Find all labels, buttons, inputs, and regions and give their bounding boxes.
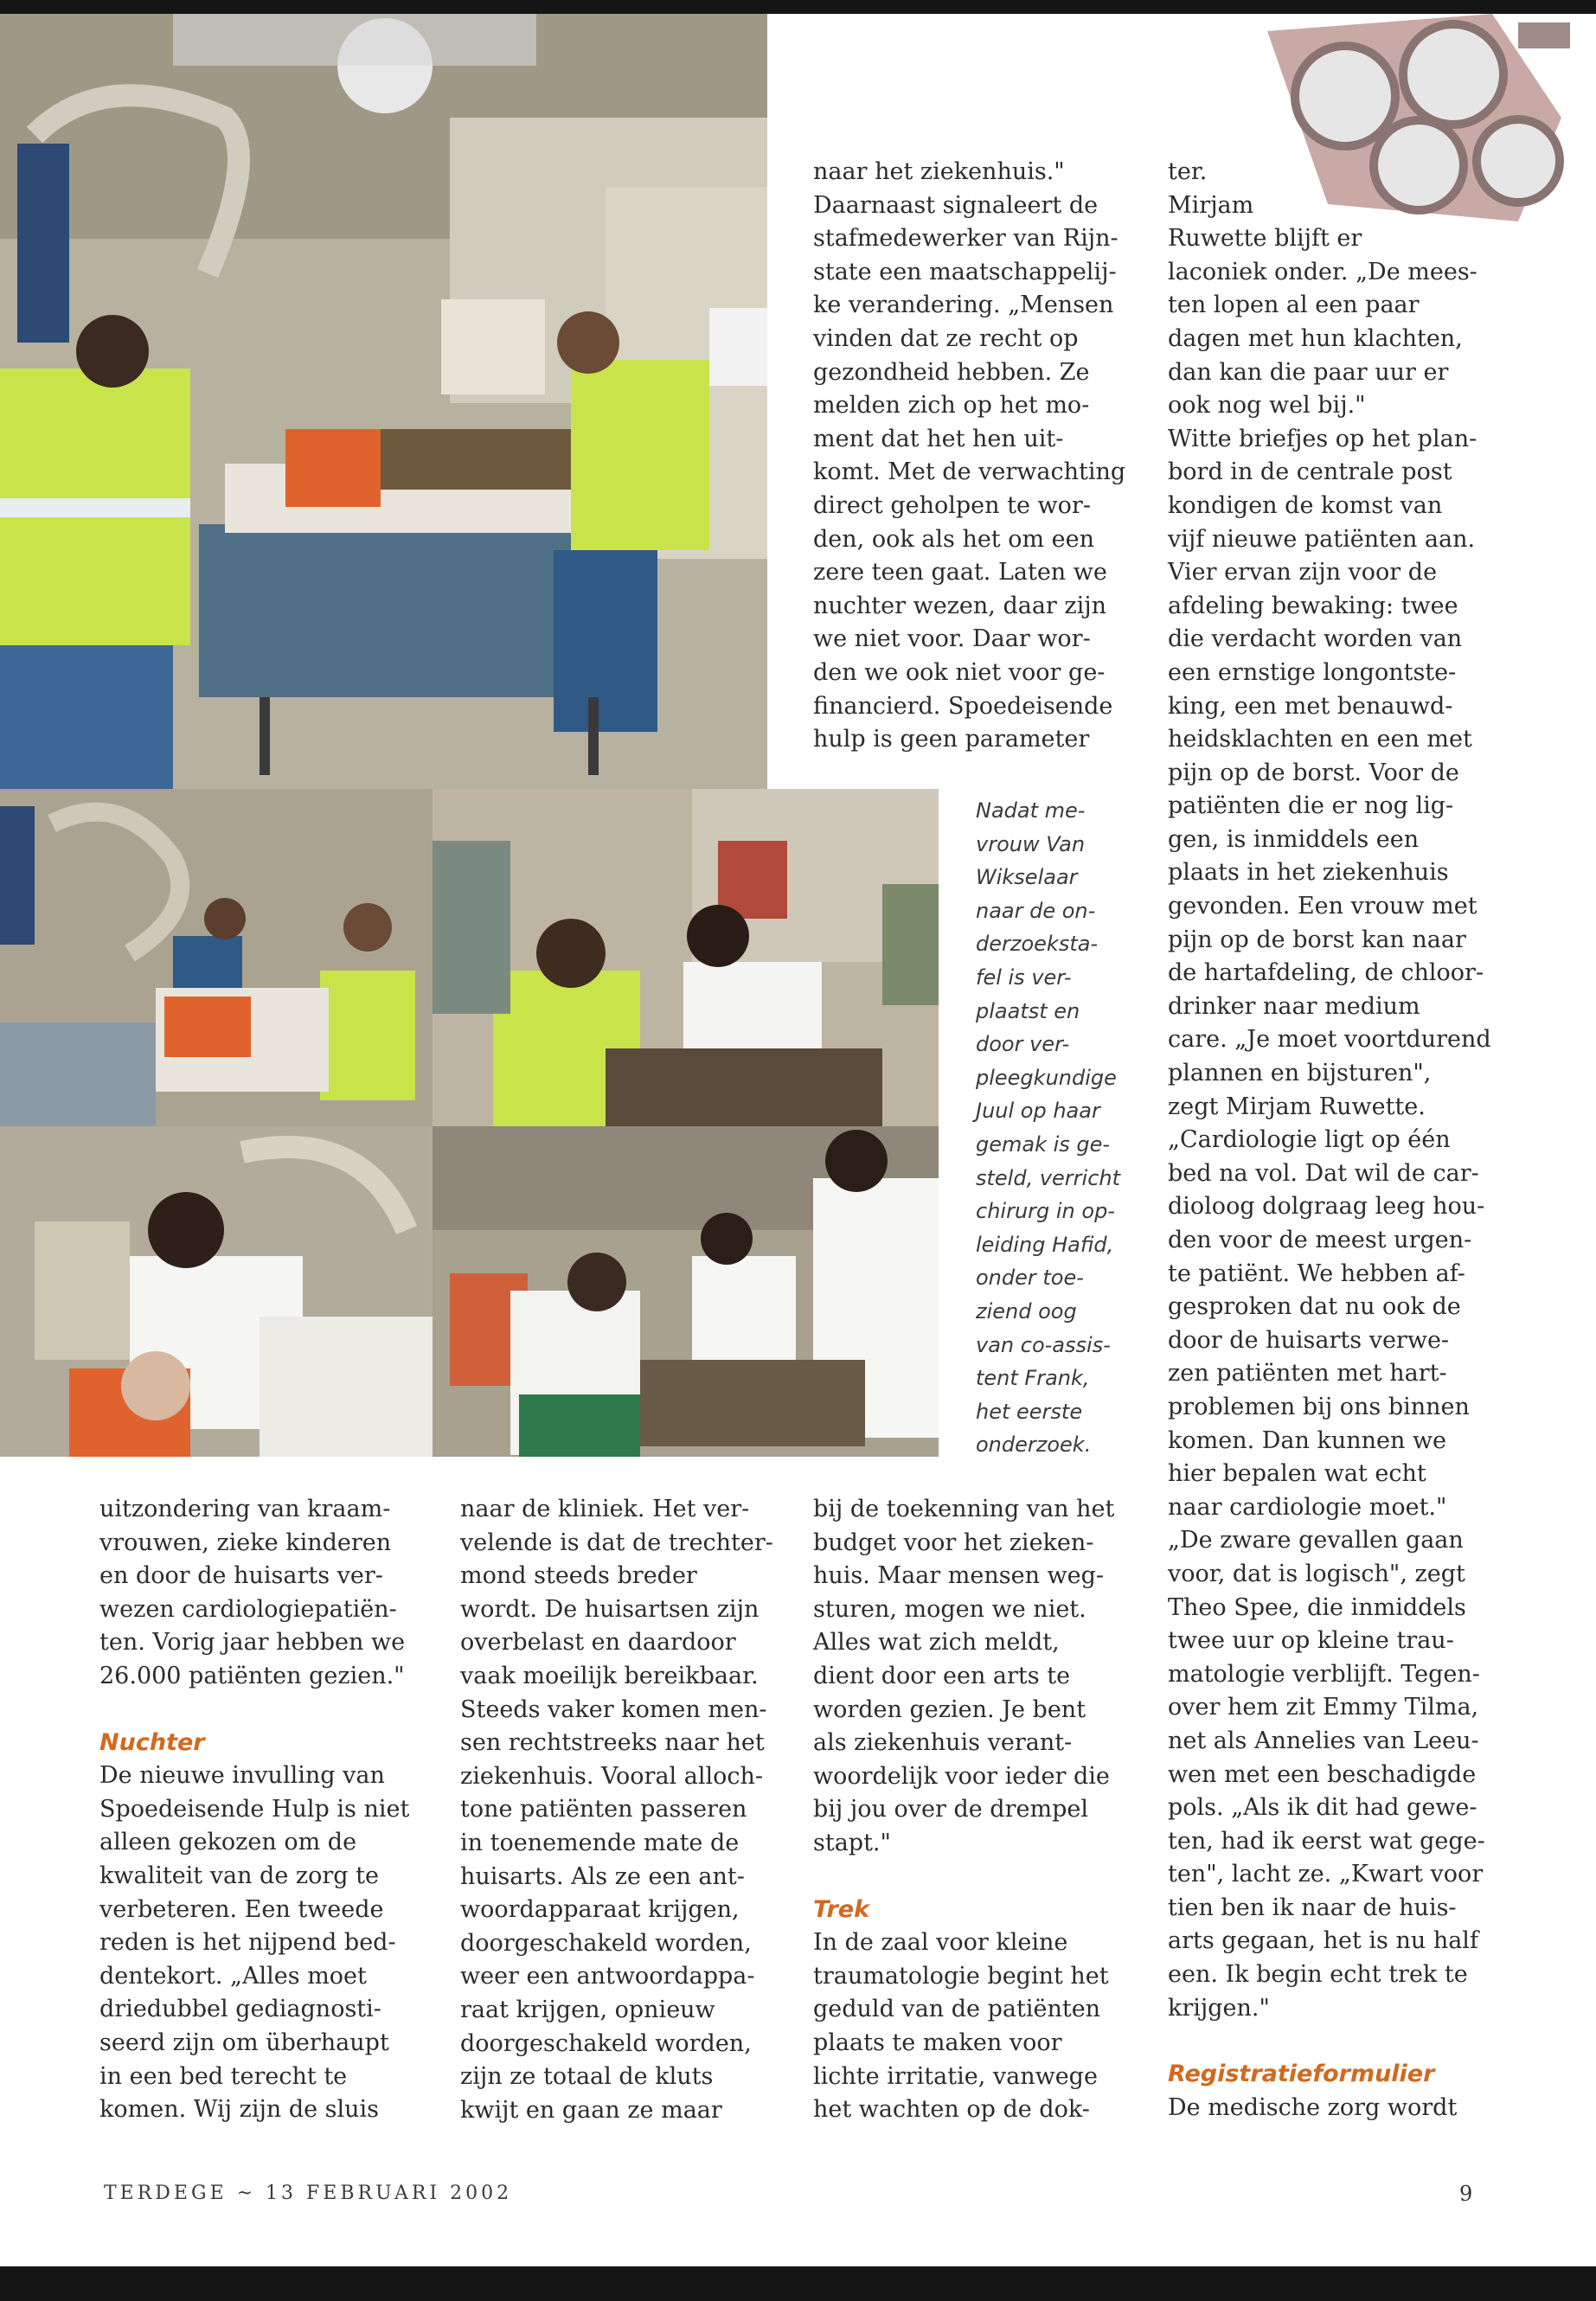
text-line: plaats te maken voor bbox=[813, 2029, 1062, 2056]
text-line: vaak moeilijk bereikbaar. bbox=[460, 1662, 759, 1689]
text-line: een ernstige longontste- bbox=[1168, 658, 1457, 686]
text-line: wezen cardiologiepatiën- bbox=[99, 1595, 397, 1623]
article-column-3-bottom bbox=[813, 1493, 1142, 2127]
text-line: „De zware gevallen gaan bbox=[1168, 1527, 1464, 1554]
text-line: bij jou over de drempel bbox=[813, 1796, 1088, 1823]
text-line: velende is dat de trechter- bbox=[460, 1529, 773, 1556]
text-line: de hartafdeling, de chloor- bbox=[1168, 959, 1484, 987]
text-line: Witte briefjes op het plan- bbox=[1168, 425, 1477, 452]
text-line: te patiënt. We hebben af- bbox=[1168, 1259, 1465, 1287]
text-line: kondigen de komst van bbox=[1168, 491, 1443, 519]
caption-line: tent Frank, bbox=[976, 1366, 1090, 1391]
text-line: Mirjam bbox=[1168, 191, 1254, 219]
text-line: De medische zorg wordt bbox=[1168, 2093, 1458, 2121]
text-line: kwijt en gaan ze maar bbox=[460, 2096, 722, 2124]
subheading-registratieformulier: Registratieformulier bbox=[1168, 2061, 1435, 2088]
caption-line: Nadat me- bbox=[976, 798, 1086, 823]
text-line: zegt Mirjam Ruwette. bbox=[1168, 1093, 1426, 1120]
text-line: overbelast en daardoor bbox=[460, 1629, 736, 1657]
text-line: plannen en bijsturen", bbox=[1168, 1060, 1432, 1087]
text-line: Ruwette blijft er bbox=[1168, 225, 1362, 253]
text-line: Alles wat zich meldt, bbox=[813, 1629, 1060, 1657]
text-line: De nieuwe invulling van bbox=[99, 1762, 385, 1790]
bottom-border-rule bbox=[0, 2266, 1596, 2301]
text-line: net als Annelies van Leeu- bbox=[1168, 1727, 1479, 1754]
text-line: In de zaal voor kleine bbox=[813, 1929, 1068, 1957]
photo-nurse-with-patient-image bbox=[0, 1126, 433, 1457]
text-line: wen met een beschadigde bbox=[1168, 1760, 1477, 1788]
text-line: ten", lacht ze. „Kwart voor bbox=[1168, 1861, 1484, 1888]
caption-line: derzoeksta- bbox=[976, 932, 1099, 957]
photo-nurse-with-patient bbox=[0, 1126, 433, 1457]
text-line: woordapparaat krijgen, bbox=[460, 1896, 740, 1924]
column-4-body-lines bbox=[1168, 256, 1514, 2025]
text-line: problemen bij ons binnen bbox=[1168, 1393, 1470, 1420]
text-line: naar het ziekenhuis." bbox=[813, 158, 1065, 185]
text-line: budget voor het zieken- bbox=[813, 1529, 1094, 1556]
text-line: state een maatschappelij- bbox=[813, 258, 1117, 285]
text-line: hulp is geen parameter bbox=[813, 726, 1090, 753]
text-line: kwaliteit van de zorg te bbox=[99, 1862, 379, 1889]
text-line: ziekenhuis. Vooral alloch- bbox=[460, 1762, 764, 1790]
article-column-1 bbox=[99, 1493, 437, 2127]
text-line: huis. Maar mensen weg- bbox=[813, 1562, 1105, 1590]
column-3-top-lines bbox=[813, 156, 1142, 757]
text-line: komen. Dan kunnen we bbox=[1168, 1426, 1447, 1454]
column-2-lines bbox=[460, 1493, 798, 2127]
article-column-3-top bbox=[813, 156, 1142, 757]
caption-line: onderzoek. bbox=[976, 1433, 1092, 1458]
photo-surgeon-examination bbox=[433, 1126, 939, 1457]
text-line: laconiek onder. „De mees- bbox=[1168, 258, 1477, 285]
text-line: drinker naar medium bbox=[1168, 992, 1420, 1020]
text-line: gesproken dat nu ook de bbox=[1168, 1293, 1461, 1321]
text-line: we niet voor. Daar wor- bbox=[813, 625, 1091, 653]
text-line: seerd zijn om überhaupt bbox=[99, 2029, 389, 2056]
text-line: raat krijgen, opnieuw bbox=[460, 1996, 715, 2023]
caption-line: onder toe- bbox=[976, 1266, 1084, 1291]
text-line: uitzondering van kraam- bbox=[99, 1496, 391, 1522]
text-line: „Cardiologie ligt op één bbox=[1168, 1126, 1451, 1154]
text-line: reden is het nijpend bed- bbox=[99, 1929, 396, 1957]
text-line: sturen, mogen we niet. bbox=[813, 1595, 1086, 1623]
caption-line: pleegkundige bbox=[976, 1065, 1117, 1090]
text-line: sen rechtstreeks naar het bbox=[460, 1729, 765, 1757]
text-line: dioloog dolgraag leeg hou- bbox=[1168, 1193, 1485, 1221]
text-line: in een bed terecht te bbox=[99, 2062, 348, 2090]
text-line: twee uur op kleine trau- bbox=[1168, 1627, 1454, 1655]
text-line: komt. Met de verwachting bbox=[813, 458, 1126, 486]
column-4-tail-lines bbox=[1168, 2092, 1514, 2125]
text-line: stafmedewerker van Rijn- bbox=[813, 225, 1118, 253]
text-line: den we ook niet voor ge- bbox=[813, 658, 1106, 686]
text-line: ke verandering. „Mensen bbox=[813, 292, 1114, 319]
text-line: melden zich op het mo- bbox=[813, 392, 1090, 420]
caption-line: door ver- bbox=[976, 1032, 1070, 1057]
text-line: als ziekenhuis verant- bbox=[813, 1729, 1073, 1757]
text-line: gevonden. Een vrouw met bbox=[1168, 893, 1477, 920]
photo-surgeon-examination-image bbox=[433, 1126, 939, 1457]
text-line: heidsklachten en een met bbox=[1168, 726, 1472, 753]
text-line: ten, had ik eerst wat gege- bbox=[1168, 1827, 1485, 1855]
text-line: care. „Je moet voortdurend bbox=[1168, 1026, 1491, 1054]
text-line: dagen met hun klachten, bbox=[1168, 324, 1463, 352]
text-line: zere teen gaat. Laten we bbox=[813, 559, 1107, 586]
photo-paramedics-stretcher-image bbox=[0, 14, 767, 789]
text-line: ter. bbox=[1168, 158, 1208, 185]
text-line: over hem zit Emmy Tilma, bbox=[1168, 1694, 1479, 1721]
article-column-4 bbox=[1168, 156, 1514, 2125]
caption-line: steld, verricht bbox=[976, 1165, 1121, 1190]
column-1-lines bbox=[99, 1493, 437, 1694]
photo-patient-transfer bbox=[0, 789, 433, 1126]
photo-caption bbox=[976, 794, 1149, 1462]
text-line: Daarnaast signaleert de bbox=[813, 191, 1099, 219]
text-line: en door de huisarts ver- bbox=[99, 1562, 383, 1590]
text-line: traumatologie begint het bbox=[813, 1962, 1109, 1990]
text-line: vijf nieuwe patiënten aan. bbox=[1168, 525, 1476, 553]
text-line: tone patiënten passeren bbox=[460, 1796, 747, 1823]
text-line: bed na vol. Dat wil de car- bbox=[1168, 1159, 1479, 1187]
text-line: lichte irritatie, vanwege bbox=[813, 2062, 1098, 2090]
column-1-lines-continued bbox=[99, 1759, 437, 2127]
page-number: 9 bbox=[1459, 2182, 1473, 2206]
article-column-2 bbox=[460, 1493, 798, 2127]
text-line: geduld van de patiënten bbox=[813, 1996, 1101, 2023]
text-line: driedubbel gediagnosti- bbox=[99, 1996, 381, 2023]
column-3-bottom-lines bbox=[813, 1493, 1142, 1861]
photo-paramedics-stretcher bbox=[0, 14, 767, 789]
text-line: dan kan die paar uur er bbox=[1168, 358, 1449, 386]
text-line: Steeds vaker komen men- bbox=[460, 1695, 767, 1723]
caption-line: leiding Hafid, bbox=[976, 1232, 1114, 1257]
caption-line: chirurg in op- bbox=[976, 1199, 1115, 1224]
caption-line: Juul op haar bbox=[976, 1099, 1100, 1124]
text-line: mond steeds breder bbox=[460, 1562, 697, 1590]
text-line: vrouwen, zieke kinderen bbox=[99, 1529, 392, 1556]
text-line: pijn op de borst kan naar bbox=[1168, 926, 1466, 953]
text-line: direct geholpen te wor- bbox=[813, 491, 1091, 519]
text-line: alleen gekozen om de bbox=[99, 1829, 357, 1856]
caption-line: vrouw Van bbox=[976, 831, 1086, 856]
text-line: woordelijk voor ieder die bbox=[813, 1762, 1110, 1790]
text-line: ment dat het hen uit- bbox=[813, 425, 1064, 452]
text-line: gen, is inmiddels een bbox=[1168, 825, 1420, 853]
caption-line: Wikselaar bbox=[976, 865, 1078, 890]
text-line: afdeling bewaking: twee bbox=[1168, 592, 1458, 619]
text-line: Theo Spee, die inmiddels bbox=[1168, 1593, 1466, 1621]
text-line: een. Ik begin echt trek te bbox=[1168, 1961, 1468, 1989]
text-line: voor, dat is logisch", zegt bbox=[1168, 1560, 1465, 1587]
text-line: vinden dat ze recht op bbox=[813, 324, 1079, 352]
photo-nurse-and-paramedic bbox=[433, 789, 939, 1126]
text-line: worden gezien. Je bent bbox=[813, 1695, 1086, 1723]
text-line: den, ook als het om een bbox=[813, 525, 1095, 553]
text-line: gezondheid hebben. Ze bbox=[813, 358, 1090, 386]
text-line: wordt. De huisartsen zijn bbox=[460, 1595, 760, 1623]
text-line: tien ben ik naar de huis- bbox=[1168, 1894, 1457, 1921]
text-line: zijn ze totaal de kluts bbox=[460, 2063, 714, 2091]
caption-line: plaatst en bbox=[976, 998, 1080, 1023]
text-line: stapt." bbox=[813, 1829, 891, 1856]
text-line: den voor de meest urgen- bbox=[1168, 1227, 1472, 1253]
text-line: het wachten op de dok- bbox=[813, 2096, 1090, 2124]
footer-publication: TERDEGE ~ 13 FEBRUARI 2002 bbox=[104, 2182, 513, 2204]
text-line: hier bepalen wat echt bbox=[1168, 1460, 1426, 1488]
text-line: weer een antwoordappa- bbox=[460, 1963, 755, 1990]
text-line: patiënten die er nog lig- bbox=[1168, 792, 1454, 820]
text-line: plaats in het ziekenhuis bbox=[1168, 859, 1449, 887]
text-line: ook nog wel bij." bbox=[1168, 392, 1366, 420]
text-line: dentekort. „Alles moet bbox=[99, 1962, 367, 1990]
text-line: financierd. Spoedeisende bbox=[813, 692, 1113, 720]
text-line: zen patiënten met hart- bbox=[1168, 1360, 1447, 1388]
caption-line: het eerste bbox=[976, 1399, 1083, 1424]
text-line: komen. Wij zijn de sluis bbox=[99, 2096, 380, 2124]
text-line: door de huisarts verwe- bbox=[1168, 1326, 1450, 1354]
caption-line: van co-assis- bbox=[976, 1332, 1111, 1357]
text-line: ten. Vorig jaar hebben we bbox=[99, 1629, 406, 1657]
caption-line: naar de on- bbox=[976, 898, 1096, 923]
text-line: pijn op de borst. Voor de bbox=[1168, 759, 1459, 786]
text-line: bord in de centrale post bbox=[1168, 458, 1452, 486]
photo-patient-transfer-image bbox=[0, 789, 433, 1126]
text-line: pols. „Als ik dit had gewe- bbox=[1168, 1794, 1477, 1822]
top-border-rule bbox=[0, 0, 1596, 14]
text-line: bij de toekenning van het bbox=[813, 1496, 1115, 1522]
text-line: naar cardiologie moet." bbox=[1168, 1493, 1447, 1521]
text-line: in toenemende mate de bbox=[460, 1829, 740, 1856]
text-line: ten lopen al een paar bbox=[1168, 292, 1420, 319]
caption-line: ziend oog bbox=[976, 1298, 1077, 1324]
subheading-trek: Trek bbox=[813, 1895, 870, 1923]
text-line: 26.000 patiënten gezien." bbox=[99, 1662, 405, 1689]
text-line: huisarts. Als ze een ant- bbox=[460, 1862, 745, 1890]
text-line: king, een met benauwd- bbox=[1168, 692, 1453, 720]
column-4-lead-lines bbox=[1168, 156, 1514, 256]
text-line: verbeteren. Een tweede bbox=[99, 1895, 384, 1923]
text-line: die verdacht worden van bbox=[1168, 625, 1463, 653]
subheading-nuchter: Nuchter bbox=[99, 1728, 205, 1756]
column-3-bottom-lines-continued bbox=[813, 1926, 1142, 2127]
photo-nurse-and-paramedic-image bbox=[433, 789, 939, 1126]
text-line: krijgen." bbox=[1168, 1994, 1270, 2022]
text-line: naar de kliniek. Het ver- bbox=[460, 1496, 750, 1522]
text-line: doorgeschakeld worden, bbox=[460, 2029, 752, 2057]
caption-line: gemak is ge- bbox=[976, 1131, 1111, 1157]
text-line: Vier ervan zijn voor de bbox=[1168, 559, 1438, 586]
text-line: matologie verblijft. Tegen- bbox=[1168, 1660, 1480, 1688]
text-line: Spoedeisende Hulp is niet bbox=[99, 1795, 410, 1823]
text-line: nuchter wezen, daar zijn bbox=[813, 592, 1107, 619]
text-line: dient door een arts te bbox=[813, 1662, 1071, 1689]
caption-line: fel is ver- bbox=[976, 965, 1072, 990]
text-line: doorgeschakeld worden, bbox=[460, 1929, 752, 1957]
text-line: arts gegaan, het is nu half bbox=[1168, 1927, 1478, 1955]
